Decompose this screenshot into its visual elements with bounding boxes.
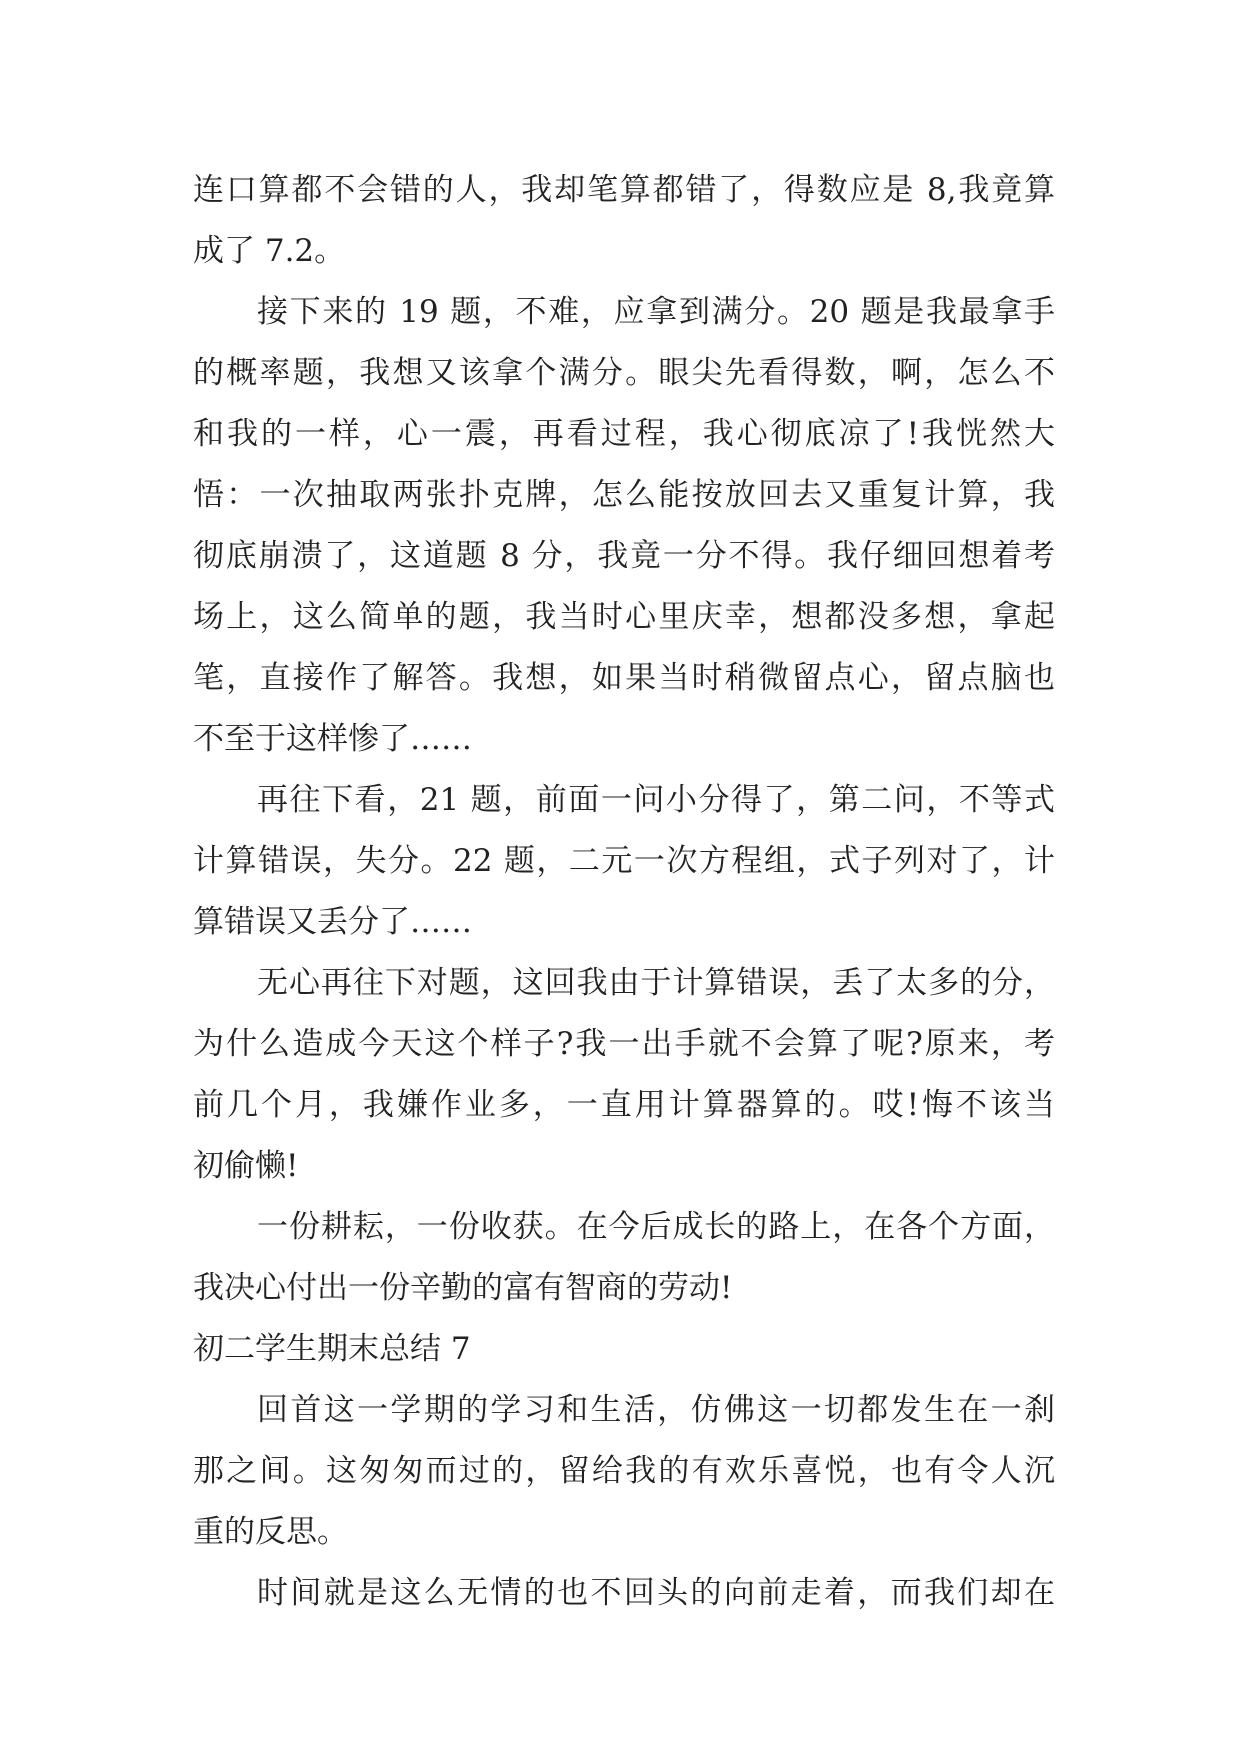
text-line: 算错误又丢分了…… — [193, 904, 472, 940]
document-body — [193, 160, 1055, 1624]
text-line: 无心再往下对题，这回我由于计算错误，丢了太多的分， — [257, 965, 1055, 1001]
text-line: 接下来的 19 题，不难，应拿到满分。20 题是我最拿手 — [257, 294, 1055, 330]
text-line: 我决心付出一份辛勤的富有智商的劳动! — [193, 1270, 733, 1306]
text-line: 一份耕耘，一份收获。在今后成长的路上，在各个方面， — [257, 1209, 1055, 1245]
text-line: 前几个月，我嫌作业多，一直用计算器算的。哎!悔不该当 — [193, 1087, 1055, 1123]
text-line: 初二学生期末总结 7 — [193, 1331, 471, 1367]
text-line: 再往下看，21 题，前面一问小分得了，第二问，不等式 — [257, 782, 1055, 818]
text-line: 时间就是这么无情的也不回头的向前走着，而我们却在 — [257, 1575, 1055, 1611]
text-line: 成了 7.2。 — [193, 233, 346, 269]
text-line: 连口算都不会错的人，我却笔算都错了，得数应是 8,我竟算 — [193, 172, 1055, 208]
text-line: 悟：一次抽取两张扑克牌，怎么能按放回去又重复计算，我 — [193, 477, 1055, 513]
text-line: 重的反思。 — [193, 1514, 348, 1550]
text-line: 回首这一学期的学习和生活，仿佛这一切都发生在一刹 — [257, 1392, 1055, 1428]
text-line: 为什么造成今天这个样子?我一出手就不会算了呢?原来，考 — [193, 1026, 1055, 1062]
text-line: 笔，直接作了解答。我想，如果当时稍微留点心，留点脑也 — [193, 660, 1055, 696]
text-line: 那之间。这匆匆而过的，留给我的有欢乐喜悦，也有令人沉 — [193, 1453, 1055, 1489]
text-line: 的概率题，我想又该拿个满分。眼尖先看得数，啊，怎么不 — [193, 355, 1055, 391]
text-line: 场上，这么简单的题，我当时心里庆幸，想都没多想，拿起 — [193, 599, 1055, 635]
text-line: 计算错误，失分。22 题，二元一次方程组，式子列对了，计 — [193, 843, 1055, 879]
text-line: 不至于这样惨了…… — [193, 721, 472, 757]
text-line: 和我的一样，心一震，再看过程，我心彻底凉了!我恍然大 — [193, 416, 1055, 452]
text-line: 彻底崩溃了，这道题 8 分，我竟一分不得。我仔细回想着考 — [193, 538, 1055, 574]
text-line: 初偷懒! — [193, 1148, 299, 1184]
